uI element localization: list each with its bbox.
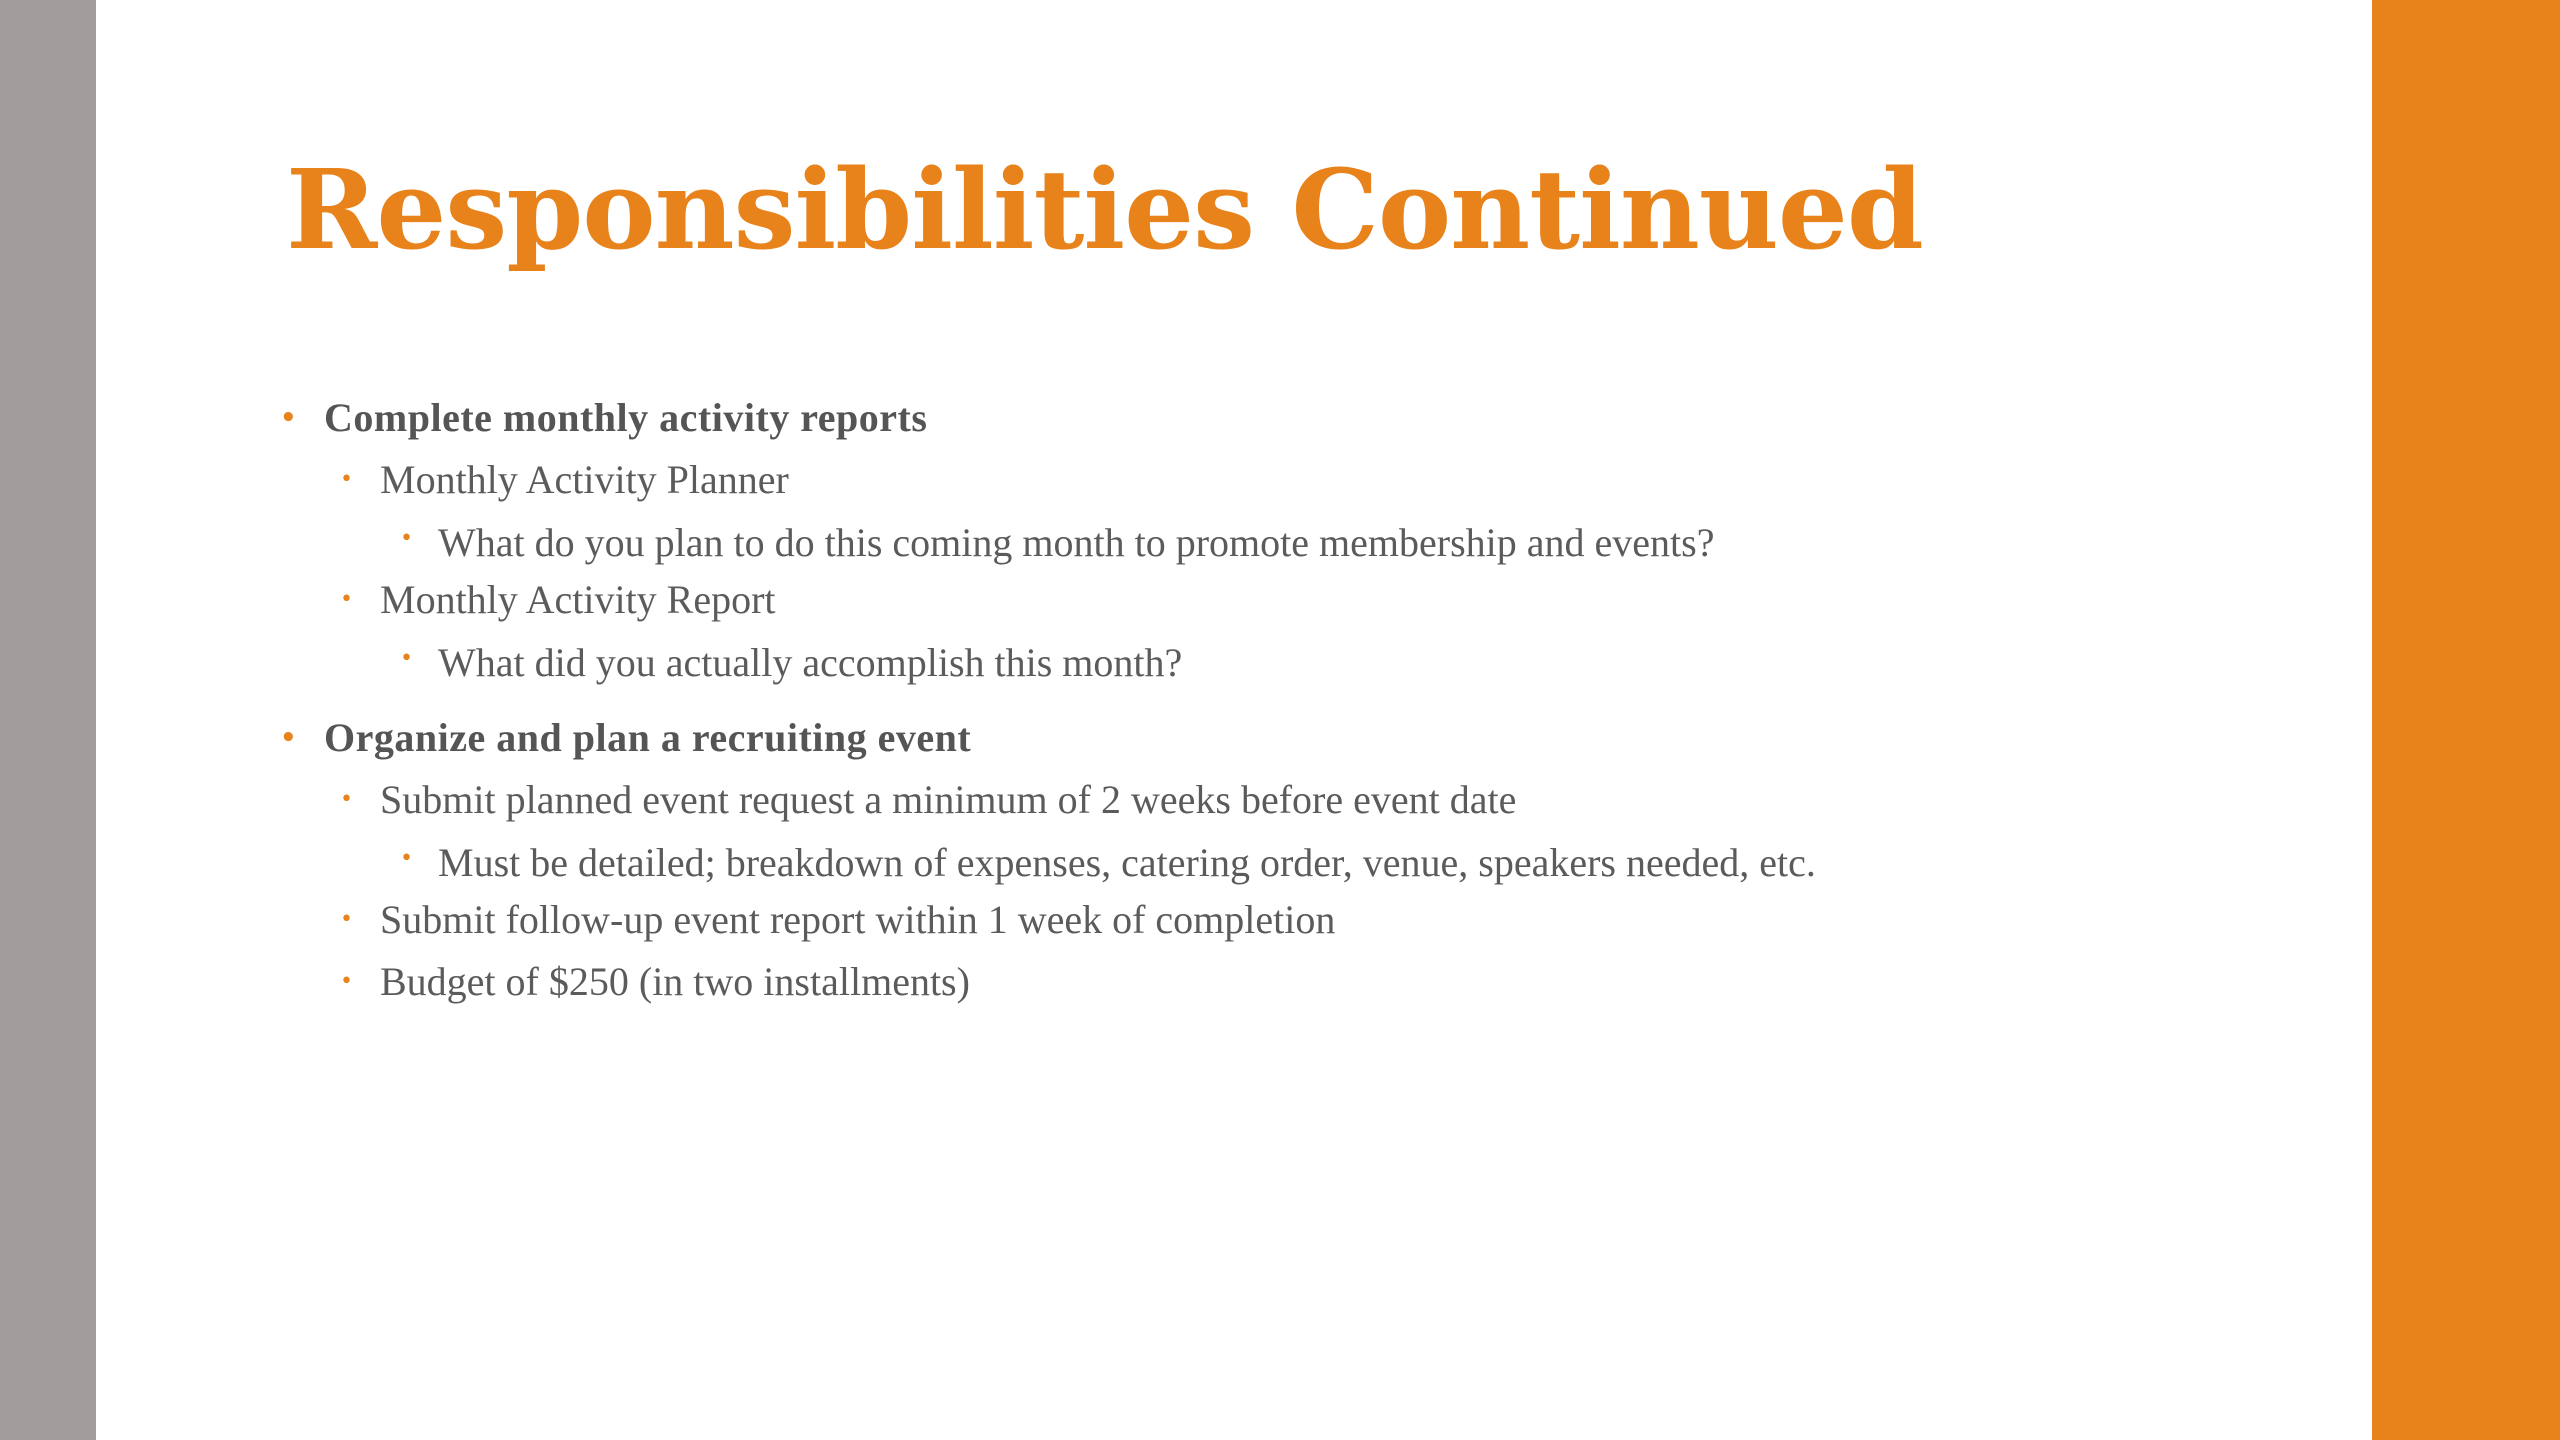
bullet-text: Monthly Activity Planner <box>380 457 789 502</box>
bullet-dot-icon: • <box>340 587 353 612</box>
bullet-dot-icon: • <box>280 403 298 433</box>
bullet-level2 <box>278 572 2338 628</box>
left-accent-bar <box>0 0 96 1440</box>
bullet-level1 <box>278 390 2338 446</box>
bullet-text: Submit planned event request a minimum of 2 weeks before event date <box>380 777 1517 822</box>
bullet-dot-icon: • <box>400 846 413 871</box>
section-heading: Complete monthly activity reports <box>324 395 928 440</box>
bullet-dot-icon: • <box>400 646 413 671</box>
bullet-list <box>278 390 2338 1010</box>
bullet-level3 <box>278 840 2158 886</box>
bullet-level3 <box>278 640 2158 686</box>
right-accent-bar <box>2372 0 2560 1440</box>
bullet-dot-icon: • <box>400 526 413 551</box>
bullet-text: Must be detailed; breakdown of expenses, catering order, venue, speakers needed, etc. <box>438 840 1816 885</box>
bullet-text: Submit follow-up event report within 1 week of completion <box>380 897 1336 942</box>
bullet-dot-icon: • <box>340 969 353 994</box>
bullet-level2 <box>278 452 2338 508</box>
section-heading: Organize and plan a recruiting event <box>324 715 972 760</box>
bullet-dot-icon: • <box>280 723 298 753</box>
bullet-level2 <box>278 892 2338 948</box>
bullet-text: Budget of $250 (in two installments) <box>380 959 970 1004</box>
bullet-text: What do you plan to do this coming month to promote membership and events? <box>438 520 1715 565</box>
bullet-text: What did you actually accomplish this month? <box>438 640 1183 685</box>
bullet-dot-icon: • <box>340 787 353 812</box>
bullet-level3 <box>278 520 2158 566</box>
bullet-level2 <box>278 772 2338 828</box>
bullet-text: Monthly Activity Report <box>380 577 776 622</box>
bullet-level2 <box>278 954 2338 1010</box>
bullet-level1 <box>278 710 2338 766</box>
bullet-dot-icon: • <box>340 907 353 932</box>
slide-title: Responsibilities Continued <box>286 145 1923 274</box>
bullet-dot-icon: • <box>340 467 353 492</box>
